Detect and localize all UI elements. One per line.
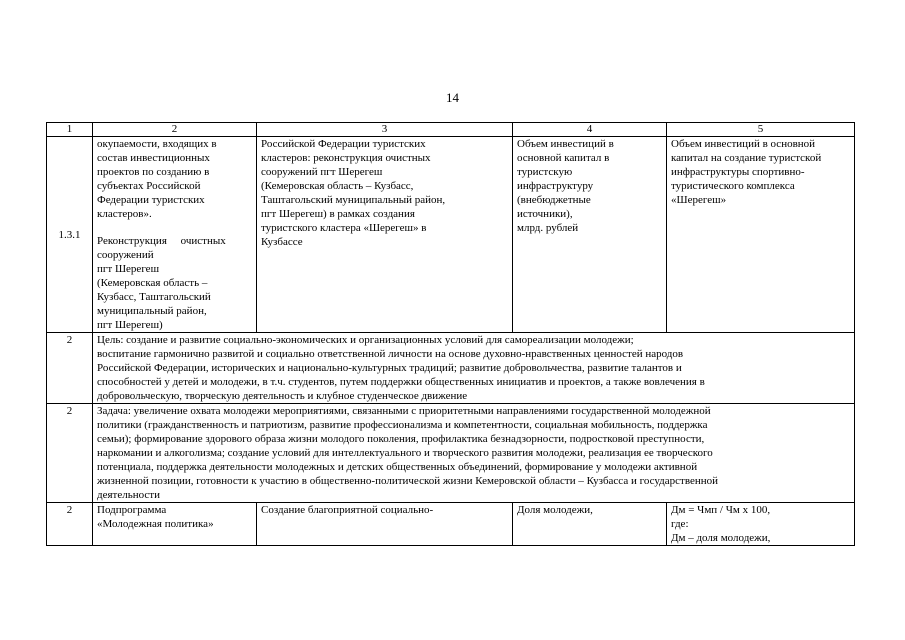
indicator-name-cell bbox=[93, 137, 257, 333]
page-number: 14 bbox=[446, 90, 459, 105]
row-number: 2 bbox=[47, 503, 93, 546]
table-row bbox=[47, 333, 855, 404]
indicators-table bbox=[46, 122, 855, 546]
indicator-name-part2a: Реконструкция очистных bbox=[97, 235, 226, 247]
row-number: 2 bbox=[47, 333, 93, 404]
formula-cell: Дм = Чмп / Чм х 100, где: Дм – доля молодежи, bbox=[667, 503, 855, 546]
measure-cell: Доля молодежи, bbox=[513, 503, 667, 546]
description-cell: Создание благоприятной социально- bbox=[257, 503, 513, 546]
header-cell-1: 1 bbox=[47, 123, 93, 137]
table-row bbox=[47, 503, 855, 546]
indicator-name-part1: окупаемости, входящих в состав инвестиционных проектов по созданию в субъектах Российской Федерации туристских кластеров». bbox=[97, 138, 217, 220]
header-cell-2: 2 bbox=[93, 123, 257, 137]
table-row bbox=[47, 404, 855, 503]
indicator-name-part2b: сооружений пгт Шерегеш (Кемеровская область – Кузбасс, Таштагольский муниципальный район, пгт Шерегеш) bbox=[97, 249, 211, 331]
table-row bbox=[47, 137, 855, 333]
method-cell: Объем инвестиций в основной капитал на создание туристской инфраструктуры спортивно- туристического комплекса «Шерегеш» bbox=[667, 137, 855, 333]
header-row bbox=[47, 123, 855, 137]
header-cell-5: 5 bbox=[667, 123, 855, 137]
description-cell: Российской Федерации туристских кластеров: реконструкция очистных сооружений пгт Шерегеш (Кемеровская область – Кузбасс, Таштагольский муниципальный район, пгт Шерегеш) в рамках создания туристского кластера «Шерегеш» в Кузбассе bbox=[257, 137, 513, 333]
row-number: 2 bbox=[47, 404, 93, 503]
subprogram-cell: Подпрограмма «Молодежная политика» bbox=[93, 503, 257, 546]
row-number: 1.3.1 bbox=[47, 137, 93, 333]
header-cell-3: 3 bbox=[257, 123, 513, 137]
measure-cell: Объем инвестиций в основной капитал в туристскую инфраструктуру (внебюджетные источники), млрд. рублей bbox=[513, 137, 667, 333]
task-text: Задача: увеличение охвата молодежи мероприятиями, связанными с приоритетными направлениями государственной молодежной политики (гражданственность и патриотизм, развитие профессионализма и компетентности, социальная мобильность, поддержка семьи); формирование здорового образа жизни молодого поколения, профилактика безнадзорности, подростковой преступности, наркомании и алкоголизма; создание условий для интеллектуального и творческого развития молодежи, реализация ее творческого потенциала, поддержка деятельности молодежных и детских общественных объединений, формирование у молодежи активной жизненной позиции, готовности к участию в общественно-политической жизни Кемеровской области – Кузбасса и государственной деятельности bbox=[93, 404, 855, 503]
goal-text: Цель: создание и развитие социально-экономических и организационных условий для самореализации молодежи; воспитание гармонично развитой и социально ответственной личности на основе духовно-нравственных ценностей народов Российской Федерации, исторических и национально-культурных традиций; развитие добровольчества, развитие талантов и способностей у детей и молодежи, в т.ч. студентов, путем поддержки общественных инициатив и проектов, а также вовлечения в добровольческую, творческую деятельность и клубное студенческое движение bbox=[93, 333, 855, 404]
header-cell-4: 4 bbox=[513, 123, 667, 137]
